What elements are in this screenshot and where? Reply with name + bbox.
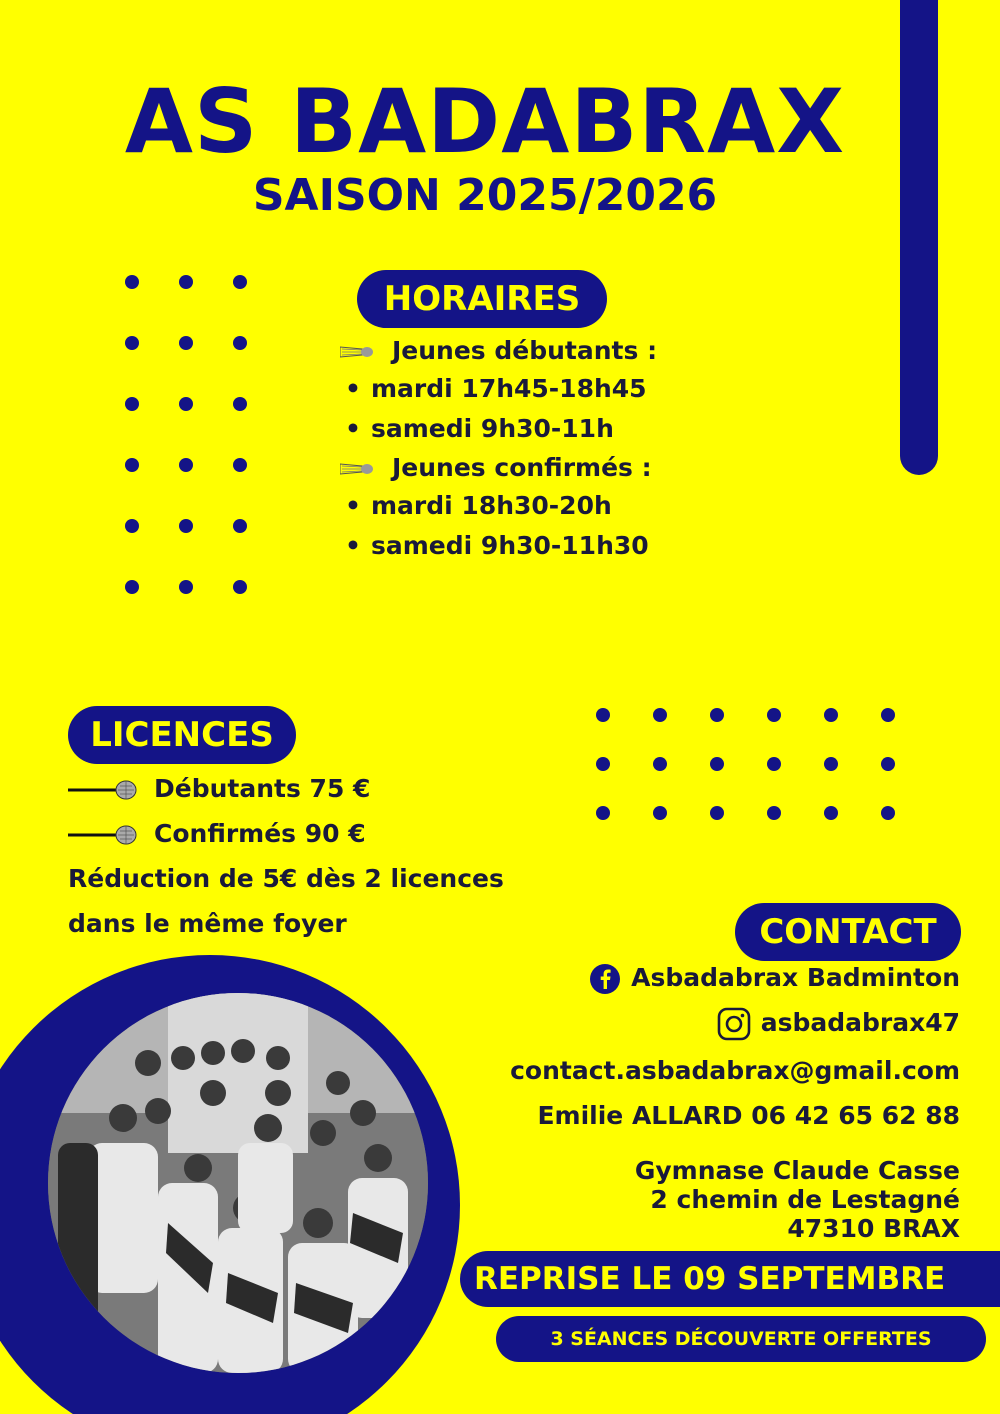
licence-item [68,819,366,848]
group-label-text: Jeunes débutants : [392,336,658,365]
address-line1: Gymnase Claude Casse [634,1156,960,1185]
racket-icon [68,823,138,847]
contact-facebook[interactable] [589,963,960,995]
team-photo-illustration [48,993,428,1373]
contact-instagram[interactable] [717,1007,960,1041]
licence-item-label: Confirmés 90 € [154,819,366,848]
licence-note-line2: dans le même foyer [68,909,347,938]
facebook-label: Asbadabrax Badminton [631,963,960,992]
facebook-icon [589,963,621,995]
licences-heading: LICENCES [68,706,296,764]
dot-grid-left [125,275,247,594]
contact-email[interactable]: contact.asbadabrax@gmail.com [510,1056,960,1085]
licence-note-line1: Réduction de 5€ dès 2 licences [68,864,504,893]
shuttlecock-icon [340,462,374,476]
racket-icon [68,778,138,802]
address-line2: 2 chemin de Lestagné [650,1185,960,1214]
licence-item [68,774,370,803]
group-label-debutants [340,336,657,365]
schedule-slot: • samedi 9h30-11h30 [345,531,649,560]
reprise-banner: REPRISE LE 09 SEPTEMBRE [460,1251,1000,1307]
contact-address [635,1156,960,1243]
horaires-heading: HORAIRES [357,270,607,328]
team-photo [48,993,428,1373]
club-title: AS BADABRAX [124,70,846,173]
instagram-icon [717,1007,751,1041]
contact-heading: CONTACT [735,903,961,961]
shuttlecock-icon [340,345,374,359]
licence-item-label: Débutants 75 € [154,774,371,803]
season-subtitle: SAISON 2025/2026 [252,170,718,221]
group-label-text: Jeunes confirmés : [392,453,652,482]
dot-grid-right [596,708,895,820]
contact-phone[interactable]: Emilie ALLARD 06 42 65 62 88 [537,1101,960,1130]
group-label-confirmes [340,453,652,482]
schedule-slot: • samedi 9h30-11h [345,414,614,443]
schedule-slot: • mardi 17h45-18h45 [345,374,647,403]
schedule-slot: • mardi 18h30-20h [345,491,612,520]
instagram-label: asbadabrax47 [760,1008,960,1037]
offer-banner: 3 SÉANCES DÉCOUVERTE OFFERTES [496,1316,986,1362]
address-line3: 47310 BRAX [787,1214,960,1243]
